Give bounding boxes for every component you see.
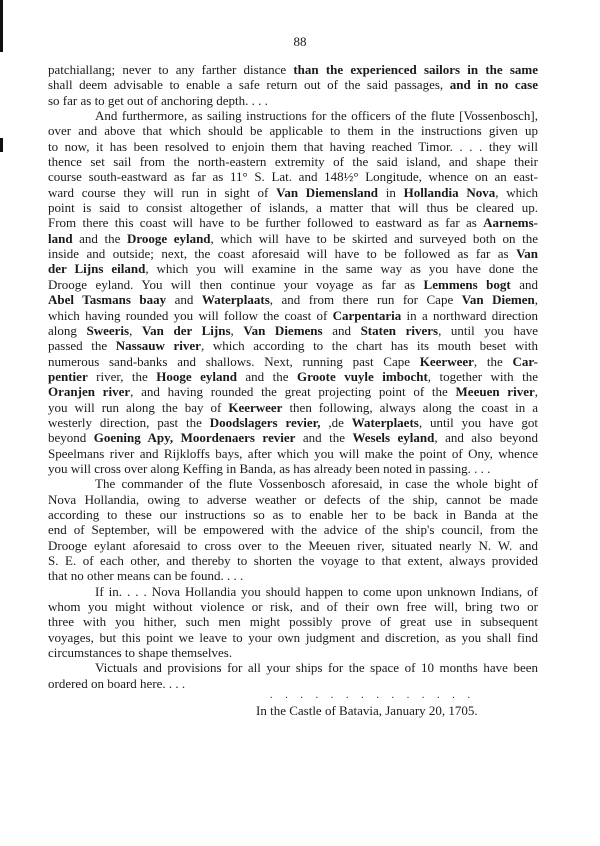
bold-place-name: der Lijns eiland bbox=[48, 261, 146, 277]
paragraph bbox=[48, 62, 538, 108]
text-line bbox=[48, 507, 538, 522]
bold-place-name: land bbox=[48, 230, 73, 246]
text-segment: , which bbox=[495, 184, 539, 200]
text-segment: and bbox=[322, 322, 361, 338]
text-segment: , until you have bbox=[438, 322, 538, 338]
text-line bbox=[48, 93, 538, 108]
bold-place-name: Abel Tasmans baay bbox=[48, 292, 167, 308]
text-segment: and the bbox=[72, 230, 127, 246]
text-line bbox=[48, 400, 538, 415]
text-segment: , bbox=[534, 384, 538, 400]
text-line bbox=[48, 323, 538, 338]
paragraph bbox=[48, 584, 538, 661]
body-text bbox=[48, 62, 538, 691]
text-line bbox=[48, 384, 538, 399]
text-segment: numerous sand-banks and shallows. Next, running past Cape bbox=[48, 353, 420, 369]
text-segment: The commander of the flute Vossenbosch aforesaid, in case the whole bight of bbox=[95, 476, 538, 492]
text-segment: , which according to the chart has its mouth beset with bbox=[200, 338, 539, 354]
text-segment: according to these our instructions so as to enable her to be back in Banda at the bbox=[48, 506, 538, 522]
text-segment: , which you will examine in the same way as you have done the bbox=[145, 261, 539, 277]
bold-place-name: than the experienced sailors in the same bbox=[293, 62, 539, 77]
text-line bbox=[48, 492, 538, 507]
text-line bbox=[48, 522, 538, 537]
text-line bbox=[48, 599, 538, 614]
text-segment: S. E. of each other, and thereby to shorten the voyage to that extent, always provided bbox=[48, 553, 538, 568]
text-segment: point is said to consist altogether of islands, a matter that will thus be cleared up. bbox=[48, 200, 538, 216]
dot: . bbox=[361, 690, 364, 701]
text-line bbox=[48, 614, 538, 629]
text-line bbox=[48, 123, 538, 138]
bold-place-name: Groote vuyle imbocht bbox=[297, 368, 428, 384]
text-segment: so far as to get out of anchoring depth. . . . bbox=[48, 92, 268, 108]
text-segment: shall deem advisable to enable a safe return out of the said passages, bbox=[48, 77, 450, 93]
bold-place-name: Drooge eyland bbox=[126, 230, 211, 246]
dot: . bbox=[330, 690, 334, 701]
text-line bbox=[48, 338, 538, 353]
dot: . bbox=[285, 690, 288, 701]
dateline: In the Castle of Batavia, January 20, 1705. bbox=[256, 703, 478, 718]
text-line bbox=[48, 200, 538, 215]
text-line bbox=[48, 553, 538, 568]
bold-place-name: Van Diemens bbox=[243, 322, 323, 338]
text-segment: passed the bbox=[48, 338, 116, 354]
text-line bbox=[48, 231, 538, 246]
text-segment: Nova Hollandia, owing to adverse weather or defects of the ship, cannot be made bbox=[48, 491, 538, 507]
bold-place-name: Oranjen river bbox=[48, 384, 131, 400]
bold-place-name: pentier bbox=[48, 368, 88, 384]
text-line bbox=[48, 308, 538, 323]
text-segment: , and also beyond bbox=[434, 430, 538, 446]
bold-place-name: Lemmens bogt bbox=[423, 276, 511, 292]
text-segment: then following, always along the coast in a bbox=[282, 399, 538, 415]
dot: . bbox=[391, 690, 394, 701]
bold-place-name: Van Diemensland bbox=[276, 184, 379, 200]
text-segment: in a northward direction bbox=[401, 307, 539, 323]
bold-place-name: Meeuen river bbox=[455, 384, 535, 400]
bold-place-name: Aarnems- bbox=[483, 215, 538, 231]
bold-place-name: Van bbox=[516, 246, 538, 262]
page-number: 88 bbox=[293, 34, 307, 49]
paragraph bbox=[48, 108, 538, 476]
text-segment: thence set sail from the north-eastern extremity of the said island, and shape their bbox=[48, 154, 538, 170]
text-line bbox=[48, 446, 538, 461]
dot: . bbox=[345, 690, 349, 701]
bold-place-name: Van der Lijns bbox=[141, 322, 231, 338]
text-segment: , bbox=[230, 322, 244, 338]
text-line bbox=[48, 584, 538, 599]
text-line bbox=[48, 630, 538, 645]
text-segment: And furthermore, as sailing instructions for the officers of the flute [Vossenbosch], bbox=[95, 108, 538, 124]
dot: . bbox=[376, 690, 379, 701]
text-line bbox=[48, 77, 538, 92]
text-line bbox=[48, 660, 538, 675]
bold-place-name: Keerweer bbox=[228, 399, 283, 415]
text-segment: ordered on board here. . . . bbox=[48, 675, 186, 691]
dot: . bbox=[406, 690, 410, 701]
text-segment: , and having rounded the great projecting point of the bbox=[130, 384, 456, 400]
text-line bbox=[48, 154, 538, 169]
text-segment: voyages, but this point we leave to your own judgment and discretion, as you shall find bbox=[48, 629, 538, 645]
text-segment: and the bbox=[236, 368, 297, 384]
text-segment: , and from there run for Cape bbox=[269, 292, 462, 308]
text-segment: you will cross over along Keffing in Banda, as has already been noted in passing. . . . bbox=[48, 460, 491, 476]
text-segment: , until you have got bbox=[418, 414, 538, 430]
bold-place-name: Goening Apy, Moordenaers revier bbox=[93, 430, 296, 446]
text-line bbox=[48, 676, 538, 691]
dot: . bbox=[421, 690, 425, 701]
text-segment: Drooge eylant aforesaid to cross over to the Meeuen river, situated nearly N. W. and bbox=[48, 537, 538, 553]
text-line bbox=[48, 62, 538, 77]
text-line bbox=[48, 277, 538, 292]
text-segment: beyond bbox=[48, 430, 94, 446]
text-line bbox=[48, 215, 538, 230]
text-segment: Victuals and provisions for all your ships for the space of 10 months have been bbox=[95, 660, 538, 676]
text-line bbox=[48, 246, 538, 261]
text-segment: along bbox=[48, 322, 87, 338]
text-line bbox=[48, 369, 538, 384]
bold-place-name: Waterplaets bbox=[351, 414, 419, 430]
bold-place-name: Staten rivers bbox=[360, 322, 439, 338]
bold-place-name: Sweeris bbox=[86, 322, 130, 338]
text-line bbox=[48, 645, 538, 660]
text-segment: and bbox=[166, 292, 202, 308]
text-segment: , bbox=[534, 292, 538, 308]
paragraph bbox=[48, 660, 538, 691]
text-segment: ward course they will run in sight of bbox=[48, 184, 277, 200]
dot: . bbox=[300, 690, 303, 701]
text-line bbox=[48, 568, 538, 583]
text-segment: From there this coast will have to be further followed to eastward as far as bbox=[48, 215, 484, 231]
dot: . bbox=[270, 690, 273, 701]
text-line bbox=[48, 185, 538, 200]
bold-place-name: Wesels eyland bbox=[352, 430, 435, 446]
text-segment: you will run along the bay of bbox=[48, 399, 229, 415]
text-segment: and bbox=[510, 276, 538, 292]
text-segment: Drooge eyland. You will then continue your voyage as far as bbox=[48, 276, 424, 292]
text-segment: If in. . . . Nova Hollandia you should happen to come upon unknown Indians, of bbox=[95, 583, 538, 599]
text-segment: which having rounded you will follow the coast of bbox=[48, 307, 333, 323]
bold-place-name: and in no case bbox=[449, 77, 538, 93]
text-segment: in bbox=[378, 184, 404, 200]
bold-place-name: Hooge eyland bbox=[156, 368, 237, 384]
text-segment: inside and outside; next, the coast aforesaid will have to be followed as far as bbox=[48, 246, 517, 262]
text-segment: river, the bbox=[87, 368, 157, 384]
text-segment: over and above that which should be applicable to them in the instructions given up bbox=[48, 123, 538, 139]
paragraph bbox=[48, 476, 538, 583]
text-line bbox=[48, 430, 538, 445]
text-line bbox=[48, 292, 538, 307]
text-segment: circumstances to shape themselves. bbox=[48, 645, 233, 661]
text-segment: to now, it has been resolved to enjoin them that having reached Timor. . . . they will bbox=[48, 138, 538, 154]
bold-place-name: Van Diemen bbox=[461, 292, 535, 308]
ellipsis-dots bbox=[270, 690, 470, 701]
text-line bbox=[48, 461, 538, 476]
bold-place-name: Carpentaria bbox=[332, 307, 402, 323]
bold-place-name: Nassauw river bbox=[115, 338, 201, 354]
dot: . bbox=[437, 690, 440, 701]
text-segment: , the bbox=[473, 353, 513, 369]
text-segment: Speelmans river and Rijkloffs bays, after which you will make the point of Ony, whence bbox=[48, 445, 538, 461]
bold-place-name: Car- bbox=[512, 353, 539, 369]
dot: . bbox=[452, 690, 455, 701]
text-line bbox=[48, 354, 538, 369]
bold-place-name: Waterplaats bbox=[201, 292, 270, 308]
text-line bbox=[48, 108, 538, 123]
bold-place-name: Doodslagers revier, bbox=[209, 414, 321, 430]
text-segment: end of September, will be empowered with the advice of the ship's council, from the bbox=[48, 522, 538, 538]
text-line bbox=[48, 139, 538, 154]
bold-place-name: Hollandia Nova bbox=[403, 184, 496, 200]
text-segment: patchiallang; never to any farther distance bbox=[48, 62, 294, 77]
text-segment: westerly direction, past the bbox=[48, 414, 210, 430]
text-segment: three with you hither, such men might possibly prove of great use in subsequent bbox=[48, 614, 538, 630]
text-segment: , together with the bbox=[427, 368, 539, 384]
text-segment: ,de bbox=[320, 414, 352, 430]
text-segment: whom you might without violence or risk, and of their own free will, bring two or bbox=[48, 599, 538, 615]
text-segment: and the bbox=[295, 430, 353, 446]
text-line bbox=[48, 261, 538, 276]
text-line bbox=[48, 415, 538, 430]
text-line bbox=[48, 476, 538, 491]
text-segment: course south-eastward as far as 11° S. Lat. and 148½° Longitude, whence on an east- bbox=[48, 169, 538, 185]
scan-edge-mark bbox=[0, 138, 3, 152]
text-segment: , which will have to be skirted and surveyed both on the bbox=[210, 230, 538, 246]
dot: . bbox=[467, 690, 470, 701]
bold-place-name: Keerweer bbox=[419, 353, 474, 369]
dot: . bbox=[315, 690, 319, 701]
text-segment: that no other means can be found. . . . bbox=[48, 568, 244, 584]
text-line bbox=[48, 169, 538, 184]
text-segment: , bbox=[129, 322, 142, 338]
text-line bbox=[48, 538, 538, 553]
